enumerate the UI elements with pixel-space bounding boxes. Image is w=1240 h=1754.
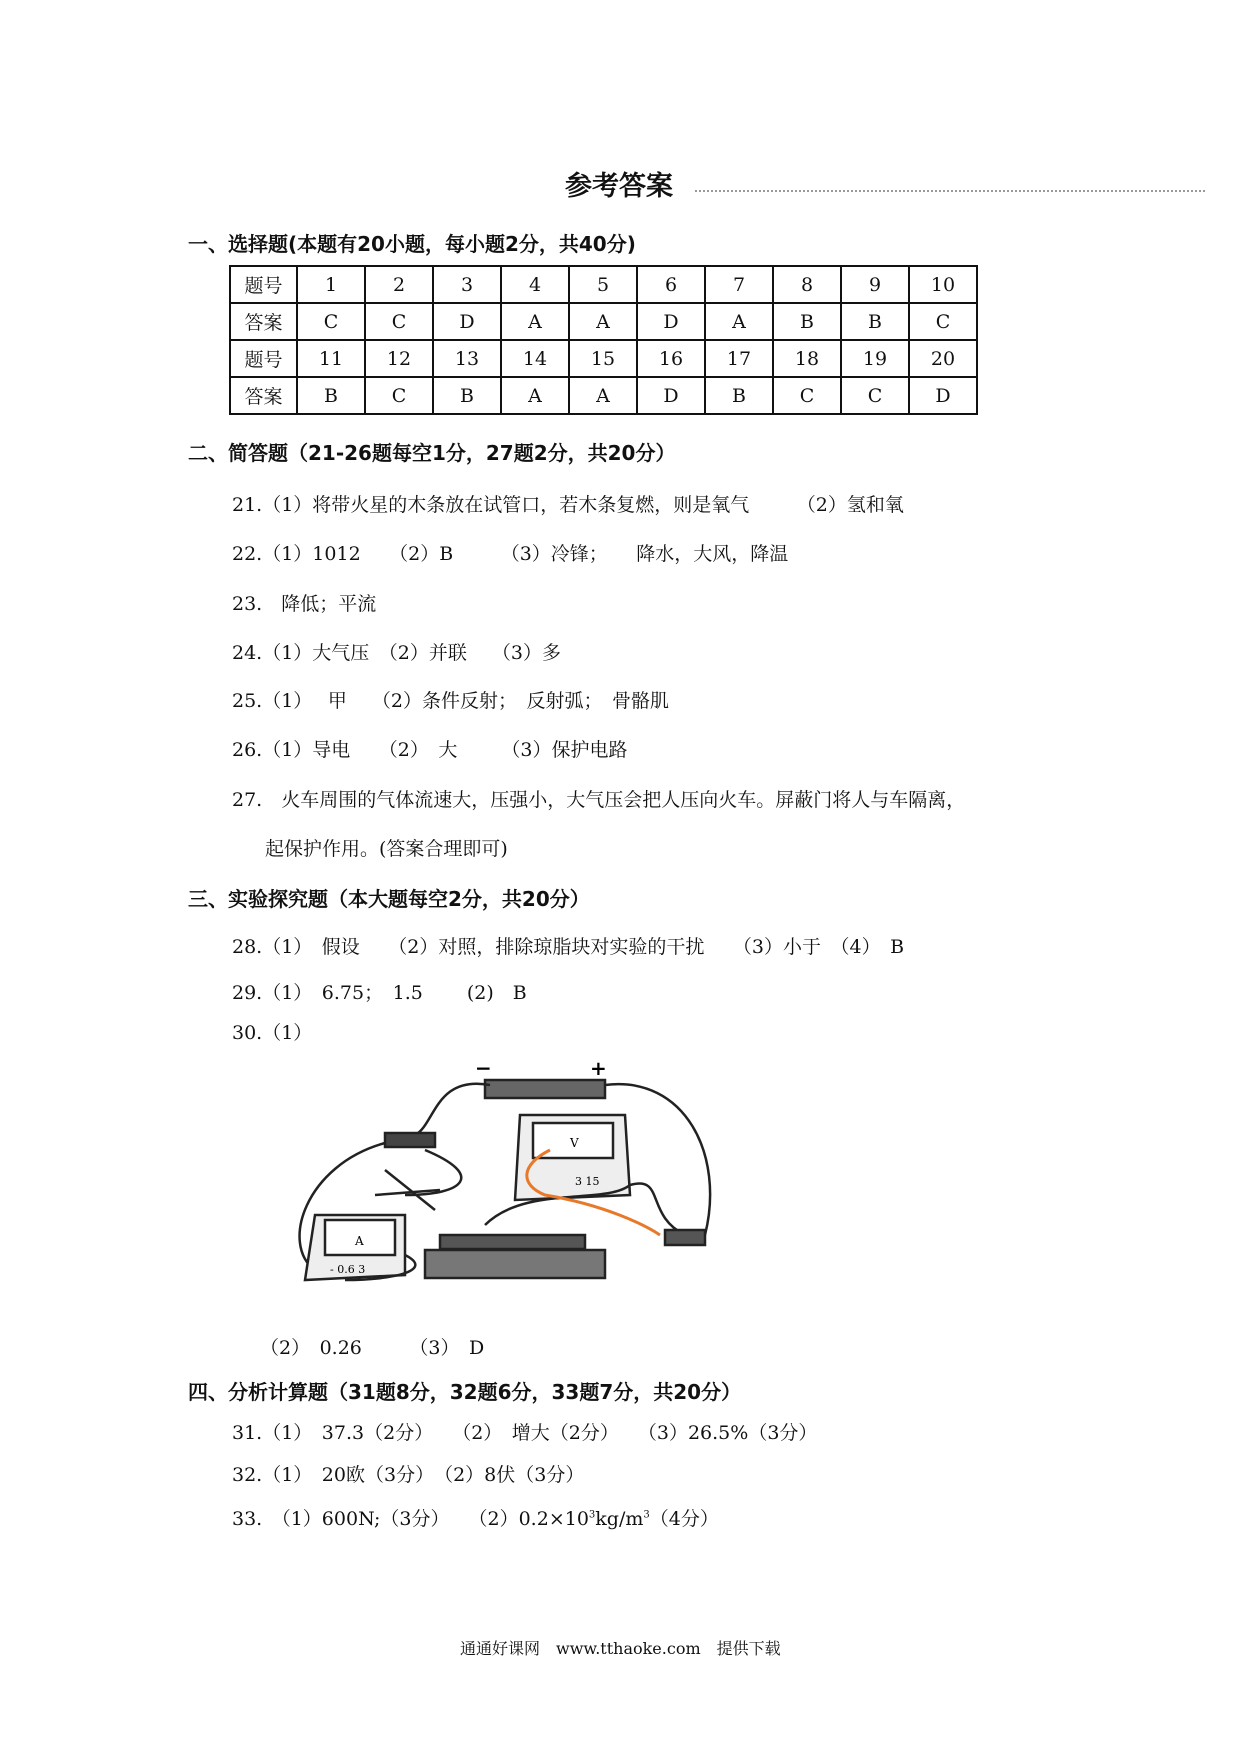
cell: B bbox=[705, 377, 773, 414]
cell: D bbox=[637, 377, 705, 414]
cell: 16 bbox=[637, 340, 705, 377]
cell: 8 bbox=[773, 266, 841, 303]
cell: C bbox=[297, 303, 365, 340]
cell: A bbox=[501, 303, 569, 340]
cell: 14 bbox=[501, 340, 569, 377]
cell: 4 bbox=[501, 266, 569, 303]
lamp-icon bbox=[665, 1230, 705, 1245]
section-4-heading: 四、分析计算题（31题8分，32题6分，33题7分，共20分） bbox=[188, 1380, 742, 1404]
section-2-heading: 二、简答题（21-26题每空1分，27题2分，共20分） bbox=[188, 441, 676, 465]
cell: B bbox=[433, 377, 501, 414]
row-label: 答案 bbox=[230, 377, 297, 414]
wire bbox=[405, 1150, 461, 1195]
cell: 9 bbox=[841, 266, 909, 303]
cell: 6 bbox=[637, 266, 705, 303]
answer-33 bbox=[232, 1504, 719, 1531]
cell: A bbox=[569, 303, 637, 340]
answer-26: 26.（1）导电 （2） 大 （3）保护电路 bbox=[232, 739, 628, 761]
cell: C bbox=[365, 377, 433, 414]
answer-31: 31.（1） 37.3（2分） （2） 增大（2分） （3）26.5%（3分） bbox=[232, 1422, 818, 1444]
cell: D bbox=[433, 303, 501, 340]
answer-21: 21.（1）将带火星的木条放在试管口，若木条复燃，则是氧气 （2）氢和氧 bbox=[232, 494, 904, 516]
ammeter-label: A bbox=[355, 1234, 364, 1248]
answer-32: 32.（1） 20欧（3分） （2）8伏（3分） bbox=[232, 1464, 585, 1486]
cell: D bbox=[637, 303, 705, 340]
cell: 18 bbox=[773, 340, 841, 377]
exponent: 3 bbox=[643, 1509, 650, 1521]
cell: C bbox=[909, 303, 977, 340]
section-1-heading: 一、选择题(本题有20小题，每小题2分，共40分) bbox=[188, 232, 636, 256]
rheostat-icon bbox=[440, 1235, 585, 1249]
text: 33. （1）600N;（3分） （2）0.2×10 bbox=[232, 1508, 589, 1530]
cell: 7 bbox=[705, 266, 773, 303]
cell: C bbox=[365, 303, 433, 340]
table-row bbox=[230, 340, 977, 377]
minus-label: − bbox=[475, 1056, 492, 1080]
voltmeter-range: 3 15 bbox=[575, 1175, 600, 1188]
page-title: 参考答案 bbox=[565, 171, 673, 202]
text: kg/m bbox=[595, 1508, 644, 1530]
cell: 15 bbox=[569, 340, 637, 377]
answer-29: 29.（1） 6.75； 1.5 (2) B bbox=[232, 982, 527, 1004]
plus-label: + bbox=[590, 1056, 607, 1080]
table-row bbox=[230, 266, 977, 303]
cell: 13 bbox=[433, 340, 501, 377]
cell: A bbox=[705, 303, 773, 340]
choice-answer-table bbox=[229, 265, 978, 415]
row-label: 答案 bbox=[230, 303, 297, 340]
cell: 12 bbox=[365, 340, 433, 377]
answer-30: 30.（1） bbox=[232, 1022, 313, 1044]
answer-28: 28.（1） 假设 （2）对照，排除琼脂块对实验的干扰 （3）小于 （4） B bbox=[232, 936, 905, 958]
answer-24: 24.（1）大气压 （2）并联 （3）多 bbox=[232, 642, 562, 664]
cell: A bbox=[569, 377, 637, 414]
row-label: 题号 bbox=[230, 266, 297, 303]
cell: 5 bbox=[569, 266, 637, 303]
cell: 10 bbox=[909, 266, 977, 303]
answer-27-cont: 起保护作用。(答案合理即可) bbox=[265, 838, 508, 860]
cell: 2 bbox=[365, 266, 433, 303]
cell: A bbox=[501, 377, 569, 414]
table-row bbox=[230, 303, 977, 340]
voltmeter-label: V bbox=[570, 1136, 579, 1150]
footer: 通通好课网 www.tthaoke.com 提供下载 bbox=[460, 1639, 781, 1658]
cell: 20 bbox=[909, 340, 977, 377]
answer-25: 25.（1） 甲 （2）条件反射； 反射弧； 骨骼肌 bbox=[232, 690, 669, 712]
row-label: 题号 bbox=[230, 340, 297, 377]
switch-icon bbox=[385, 1133, 435, 1147]
cell: B bbox=[297, 377, 365, 414]
cell: D bbox=[909, 377, 977, 414]
answer-30-cont: （2） 0.26 （3） D bbox=[260, 1337, 485, 1359]
cell: 1 bbox=[297, 266, 365, 303]
cell: C bbox=[773, 377, 841, 414]
cell: B bbox=[841, 303, 909, 340]
answer-23: 23. 降低；平流 bbox=[232, 593, 377, 615]
cell: C bbox=[841, 377, 909, 414]
answer-22: 22.（1）1012 （2）B （3）冷锋； 降水，大风，降温 bbox=[232, 543, 789, 565]
circuit-figure bbox=[285, 1055, 735, 1315]
cell: 17 bbox=[705, 340, 773, 377]
battery-icon bbox=[485, 1080, 605, 1098]
answer-27: 27. 火车周围的气体流速大，压强小，大气压会把人压向火车。屏蔽门将人与车隔离， bbox=[232, 789, 966, 811]
exponent: 3 bbox=[588, 1509, 596, 1521]
table-row bbox=[230, 377, 977, 414]
section-3-heading: 三、实验探究题（本大题每空2分，共20分） bbox=[188, 887, 590, 911]
cell: 19 bbox=[841, 340, 909, 377]
text: （4分） bbox=[649, 1508, 719, 1530]
cell: B bbox=[773, 303, 841, 340]
cell: 11 bbox=[297, 340, 365, 377]
dotted-leader bbox=[695, 180, 1205, 192]
cell: 3 bbox=[433, 266, 501, 303]
wire bbox=[415, 1084, 490, 1135]
ammeter-range: - 0.6 3 bbox=[330, 1263, 366, 1276]
